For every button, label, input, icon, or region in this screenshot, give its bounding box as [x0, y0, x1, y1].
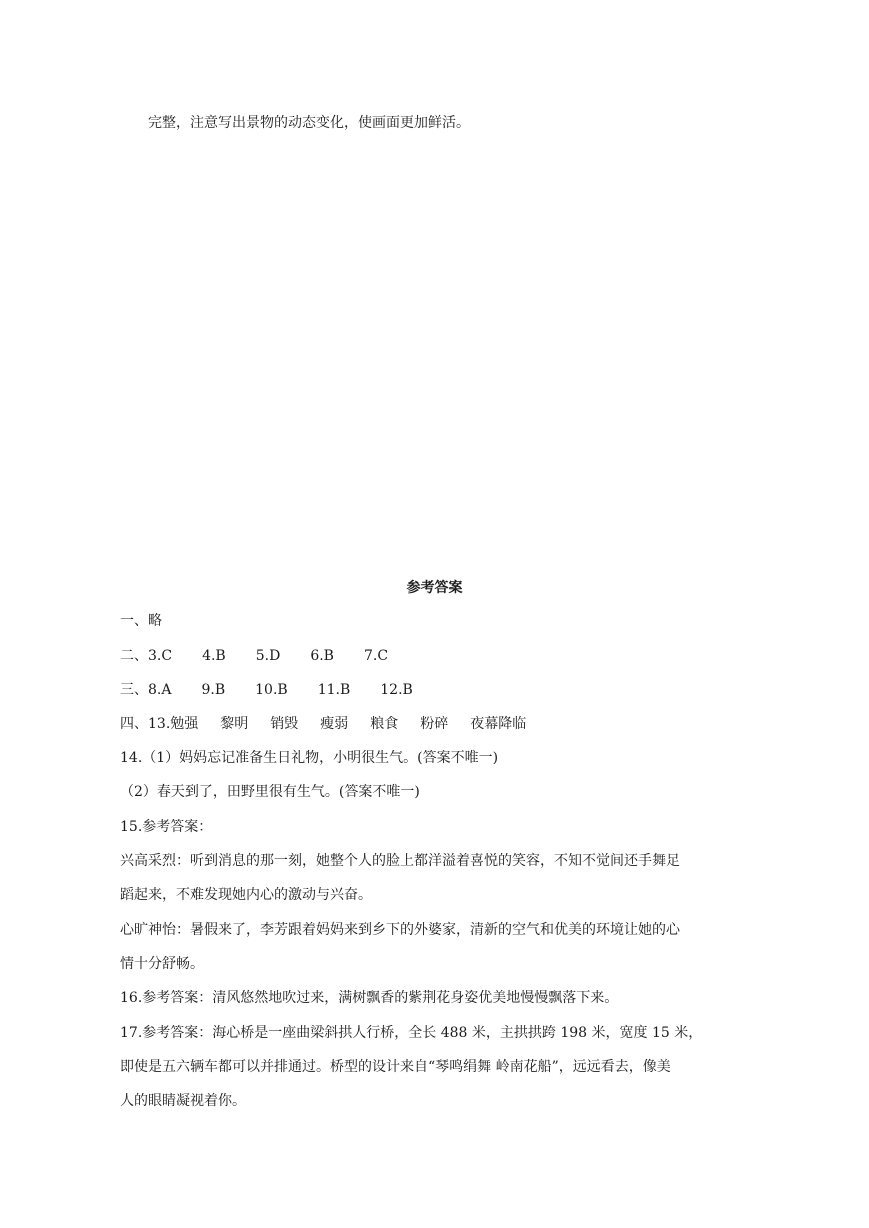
q16-answer: 16.参考答案：清风悠然地吹过来，满树飘香的紫荆花身姿优美地慢慢飘落下来。 — [120, 990, 619, 1006]
answer-word: 黎明 — [220, 716, 249, 732]
answer-item: 10.B — [255, 682, 288, 698]
answer-word: 瘦弱 — [320, 716, 349, 732]
answer-item: 6.B — [310, 648, 334, 664]
answer-item: 4.B — [202, 648, 226, 664]
answer-item: 8.A — [148, 682, 172, 698]
q15-answer-b-line2: 情十分舒畅。 — [120, 956, 204, 972]
q14-part2: （2）春天到了，田野里很有生气。(答案不唯一) — [120, 784, 420, 800]
q15-answer-a-line2: 蹈起来，不难发现她内心的激动与兴奋。 — [120, 887, 372, 903]
answer-item: 11.B — [317, 682, 351, 698]
q17-answer-line1: 17.参考答案：海心桥是一座曲梁斜拱人行桥，全长 488 米，主拱拱跨 198 米，宽度 15 米， — [120, 1025, 703, 1041]
answer-item: 7.C — [363, 648, 389, 664]
section-3-answers — [120, 680, 750, 700]
answer-word: 销毁 — [270, 716, 299, 732]
answer-item: 12.B — [380, 682, 413, 698]
q15-answer-a-line1: 兴高采烈：听到消息的那一刻，她整个人的脸上都洋溢着喜悦的笑容，不知不觉间还手舞足 — [120, 853, 680, 869]
section-1-answer: 一、略 — [120, 613, 162, 629]
answer-word: 夜幕降临 — [470, 716, 527, 732]
section-2-answers — [120, 646, 750, 666]
section-4-prefix: 四、 — [120, 716, 148, 732]
section-2-prefix: 二、 — [120, 648, 148, 664]
section-3-prefix: 三、 — [120, 682, 148, 698]
answer-item: 3.C — [148, 648, 173, 664]
answer-word: 粮食 — [370, 716, 399, 732]
q15-heading: 15.参考答案： — [120, 819, 213, 835]
answer-key-title: 参考答案 — [406, 580, 463, 596]
answer-word: 粉碎 — [420, 716, 449, 732]
q14-part1: 14.（1）妈妈忘记准备生日礼物，小明很生气。(答案不唯一) — [120, 750, 499, 766]
continuation-paragraph: 完整，注意写出景物的动态变化，使画面更加鲜活。 — [148, 115, 470, 131]
section-4-answers — [120, 714, 750, 734]
answer-word: 13.勉强 — [148, 716, 199, 732]
q17-answer-line2: 即使是五六辆车都可以并排通过。桥型的设计来自“琴鸣绢舞 岭南花船”，远远看去，像美 — [120, 1059, 671, 1075]
q17-answer-line3: 人的眼睛凝视着你。 — [120, 1093, 246, 1109]
answer-item: 9.B — [201, 682, 226, 698]
q15-answer-b-line1: 心旷神怡：暑假来了，李芳跟着妈妈来到乡下的外婆家，清新的空气和优美的环境让她的心 — [120, 922, 680, 938]
answer-item: 5.D — [255, 648, 281, 664]
